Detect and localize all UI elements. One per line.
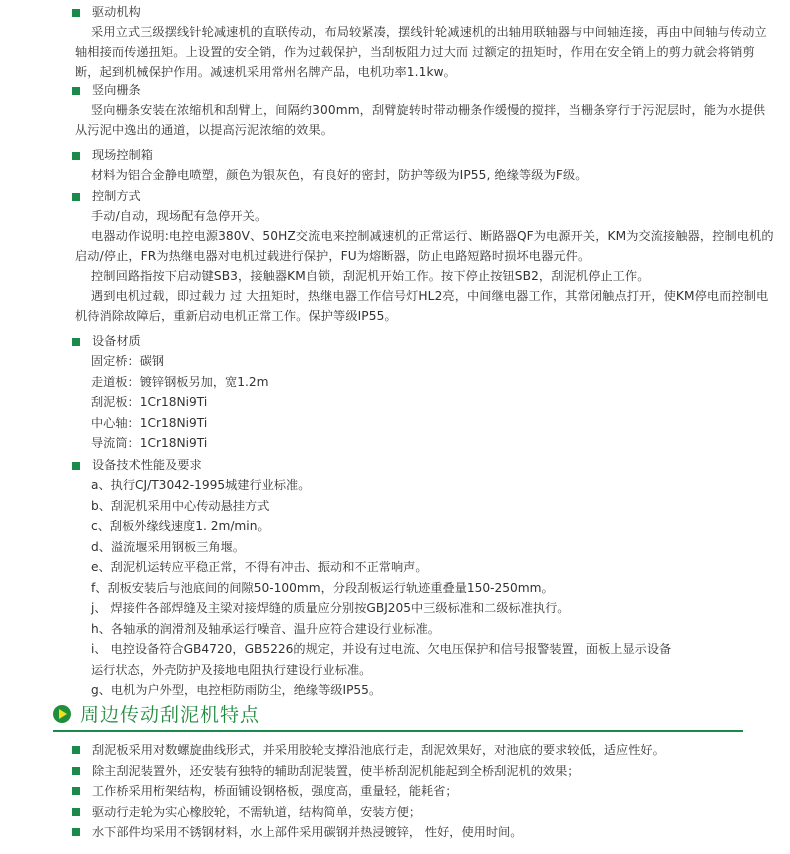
- feature-section-heading: [53, 700, 743, 732]
- green-square-bullet-icon: [72, 338, 80, 346]
- requirement-line: d、溢流堰采用钢板三角堰。: [91, 539, 245, 554]
- paragraph: 竖向栅条安装在浓缩机和刮臂上，间隔约300mm，刮臂旋转时带动栅条作缓慢的搅拌，当栅条穿行于污泥层时，能为水提供从污泥中逸出的通道，以提高污泥浓缩的效果。: [75, 103, 766, 137]
- list-item-text: 驱动行走轮为实心橡胶轮，不需轨道，结构简单，安装方便；: [92, 804, 422, 819]
- requirement-line: i、 电控设备符合GB4720，GB5226的规定，并设有过电流、欠电压保护和信号报警装置，面板上显示设备: [91, 642, 672, 656]
- section-heading: [75, 332, 775, 351]
- material-line: 固定桥：碳钢: [91, 354, 165, 368]
- paragraph: 电器动作说明:电控电源380V、50HZ交流电来控制减速机的正常运行、断路器QF为电源开关，KM为交流接触器，控制电机的启动/停止，FR为热继电器对电机过载进行保护，FU为熔断器，防止电路短路时损坏电器元件。: [75, 229, 774, 263]
- paragraph: 遇到电机过载，即过载力 过 大扭矩时，热继电器工作信号灯HL2亮，中间继电器工作，其常闭触点打开，使KM停电而控制电机待消除故障后，重新启动电机正常工作。保护等级IP55。: [75, 289, 769, 323]
- paragraph: 手动/自动，现场配有急停开关。: [91, 209, 268, 223]
- requirement-line: 运行状态，外壳防护及接地电阻执行建设行业标准。: [91, 662, 372, 677]
- section-title: 设备技术性能及要求: [92, 458, 202, 472]
- requirement-line: j、 焊接件各部焊缝及主梁对接焊缝的质量应分别按GBJ205中三级标准和二级标准执行。: [91, 601, 570, 615]
- requirement-line: b、刮泥机采用中心传动悬挂方式: [91, 498, 270, 513]
- material-line: 中心轴：1Cr18Ni9Ti: [91, 415, 208, 430]
- requirement-line: a、执行CJ/T3042-1995城建行业标准。: [91, 478, 311, 492]
- green-square-bullet-icon: [72, 767, 80, 775]
- list-item: [75, 802, 785, 823]
- play-circle-icon: [53, 705, 71, 723]
- requirement-line: f、刮板安装后与池底间的间隙50-100mm，分段刮板运行轨迹重叠量150-250mm。: [91, 580, 554, 595]
- green-square-bullet-icon: [72, 152, 80, 160]
- section-vertical-bars: [75, 81, 775, 140]
- section-title: 现场控制箱: [92, 148, 153, 162]
- material-line: 刮泥板：1Cr18Ni9Ti: [91, 395, 208, 409]
- requirement-line: g、电机为户外型，电控柜防雨防尘，绝缘等级IP55。: [91, 683, 382, 697]
- material-line: 导流筒：1Cr18Ni9Ti: [91, 436, 208, 450]
- green-square-bullet-icon: [72, 808, 80, 816]
- list-item: [75, 740, 785, 761]
- section-title: 控制方式: [92, 189, 141, 203]
- requirement-line: h、各轴承的润滑剂及轴承运行噪音、温升应符合建设行业标准。: [91, 621, 440, 636]
- green-square-bullet-icon: [72, 193, 80, 201]
- green-square-bullet-icon: [72, 787, 80, 795]
- list-item-text: 工作桥采用桁架结构，桥面铺设钢格板，强度高，重量轻，能耗省；: [92, 784, 458, 798]
- paragraph: 采用立式三级摆线针轮减速机的直联传动，布局较紧凑，摆线针轮减速机的出轴用联轴器与中间轴连接，再由中间轴与传动立轴相接而传递扭矩。上设置的安全销，作为过载保护，当刮板阻力过大而 过额定的扭矩时，作用在安全销上的剪力就会将销剪断，起到机械保护作用。减速机采用常州名牌产品，电机功率1.1kw。: [75, 25, 767, 79]
- paragraph: 控制回路指按下启动键SB3，接触器KM自锁，刮泥机开始工作。按下停止按钮SB2，刮泥机停止工作。: [91, 269, 650, 283]
- list-item: [75, 761, 785, 782]
- section-heading: [75, 187, 775, 206]
- green-square-bullet-icon: [72, 828, 80, 836]
- section-heading: [75, 456, 775, 475]
- green-square-bullet-icon: [72, 462, 80, 470]
- material-line: 走道板：镀锌钢板另加，宽1.2m: [91, 374, 269, 389]
- section-heading: [75, 146, 775, 165]
- section-title: 竖向栅条: [92, 83, 141, 97]
- section-materials: [75, 332, 775, 454]
- section-control-mode: [75, 187, 775, 326]
- list-item-text: 水下部件均采用不锈钢材料，水上部件采用碳钢并热浸镀锌， 性好，使用时间。: [92, 825, 523, 839]
- section-heading: [75, 3, 775, 22]
- list-item: [75, 781, 785, 802]
- section-title: 设备材质: [92, 334, 141, 348]
- section-heading: [75, 81, 775, 100]
- green-square-bullet-icon: [72, 746, 80, 754]
- section-title: 驱动机构: [92, 5, 141, 19]
- feature-list: [75, 740, 785, 843]
- list-item-text: 除主刮泥装置外，还安装有独特的辅助刮泥装置，使半桥刮泥机能起到全桥刮泥机的效果；: [92, 763, 580, 778]
- list-item-text: 刮泥板采用对数螺旋曲线形式，并采用胶轮支撑沿池底行走，刮泥效果好，对池底的要求较低，适应性好。: [92, 743, 665, 757]
- section-drive: [75, 3, 775, 82]
- green-square-bullet-icon: [72, 87, 80, 95]
- paragraph: 材料为铝合金静电喷塑，颜色为银灰色，有良好的密封，防护等级为IP55, 绝缘等级为F级。: [91, 168, 588, 182]
- list-item: [75, 822, 785, 843]
- section-control-box: [75, 146, 775, 185]
- green-square-bullet-icon: [72, 9, 80, 17]
- feature-section-title: 周边传动刮泥机特点: [80, 704, 261, 726]
- requirement-line: e、刮泥机运转应平稳正常，不得有冲击、振动和不正常响声。: [91, 560, 428, 574]
- section-tech-requirements: [75, 456, 775, 701]
- requirement-line: c、刮板外缘线速度1. 2m/min。: [91, 519, 270, 533]
